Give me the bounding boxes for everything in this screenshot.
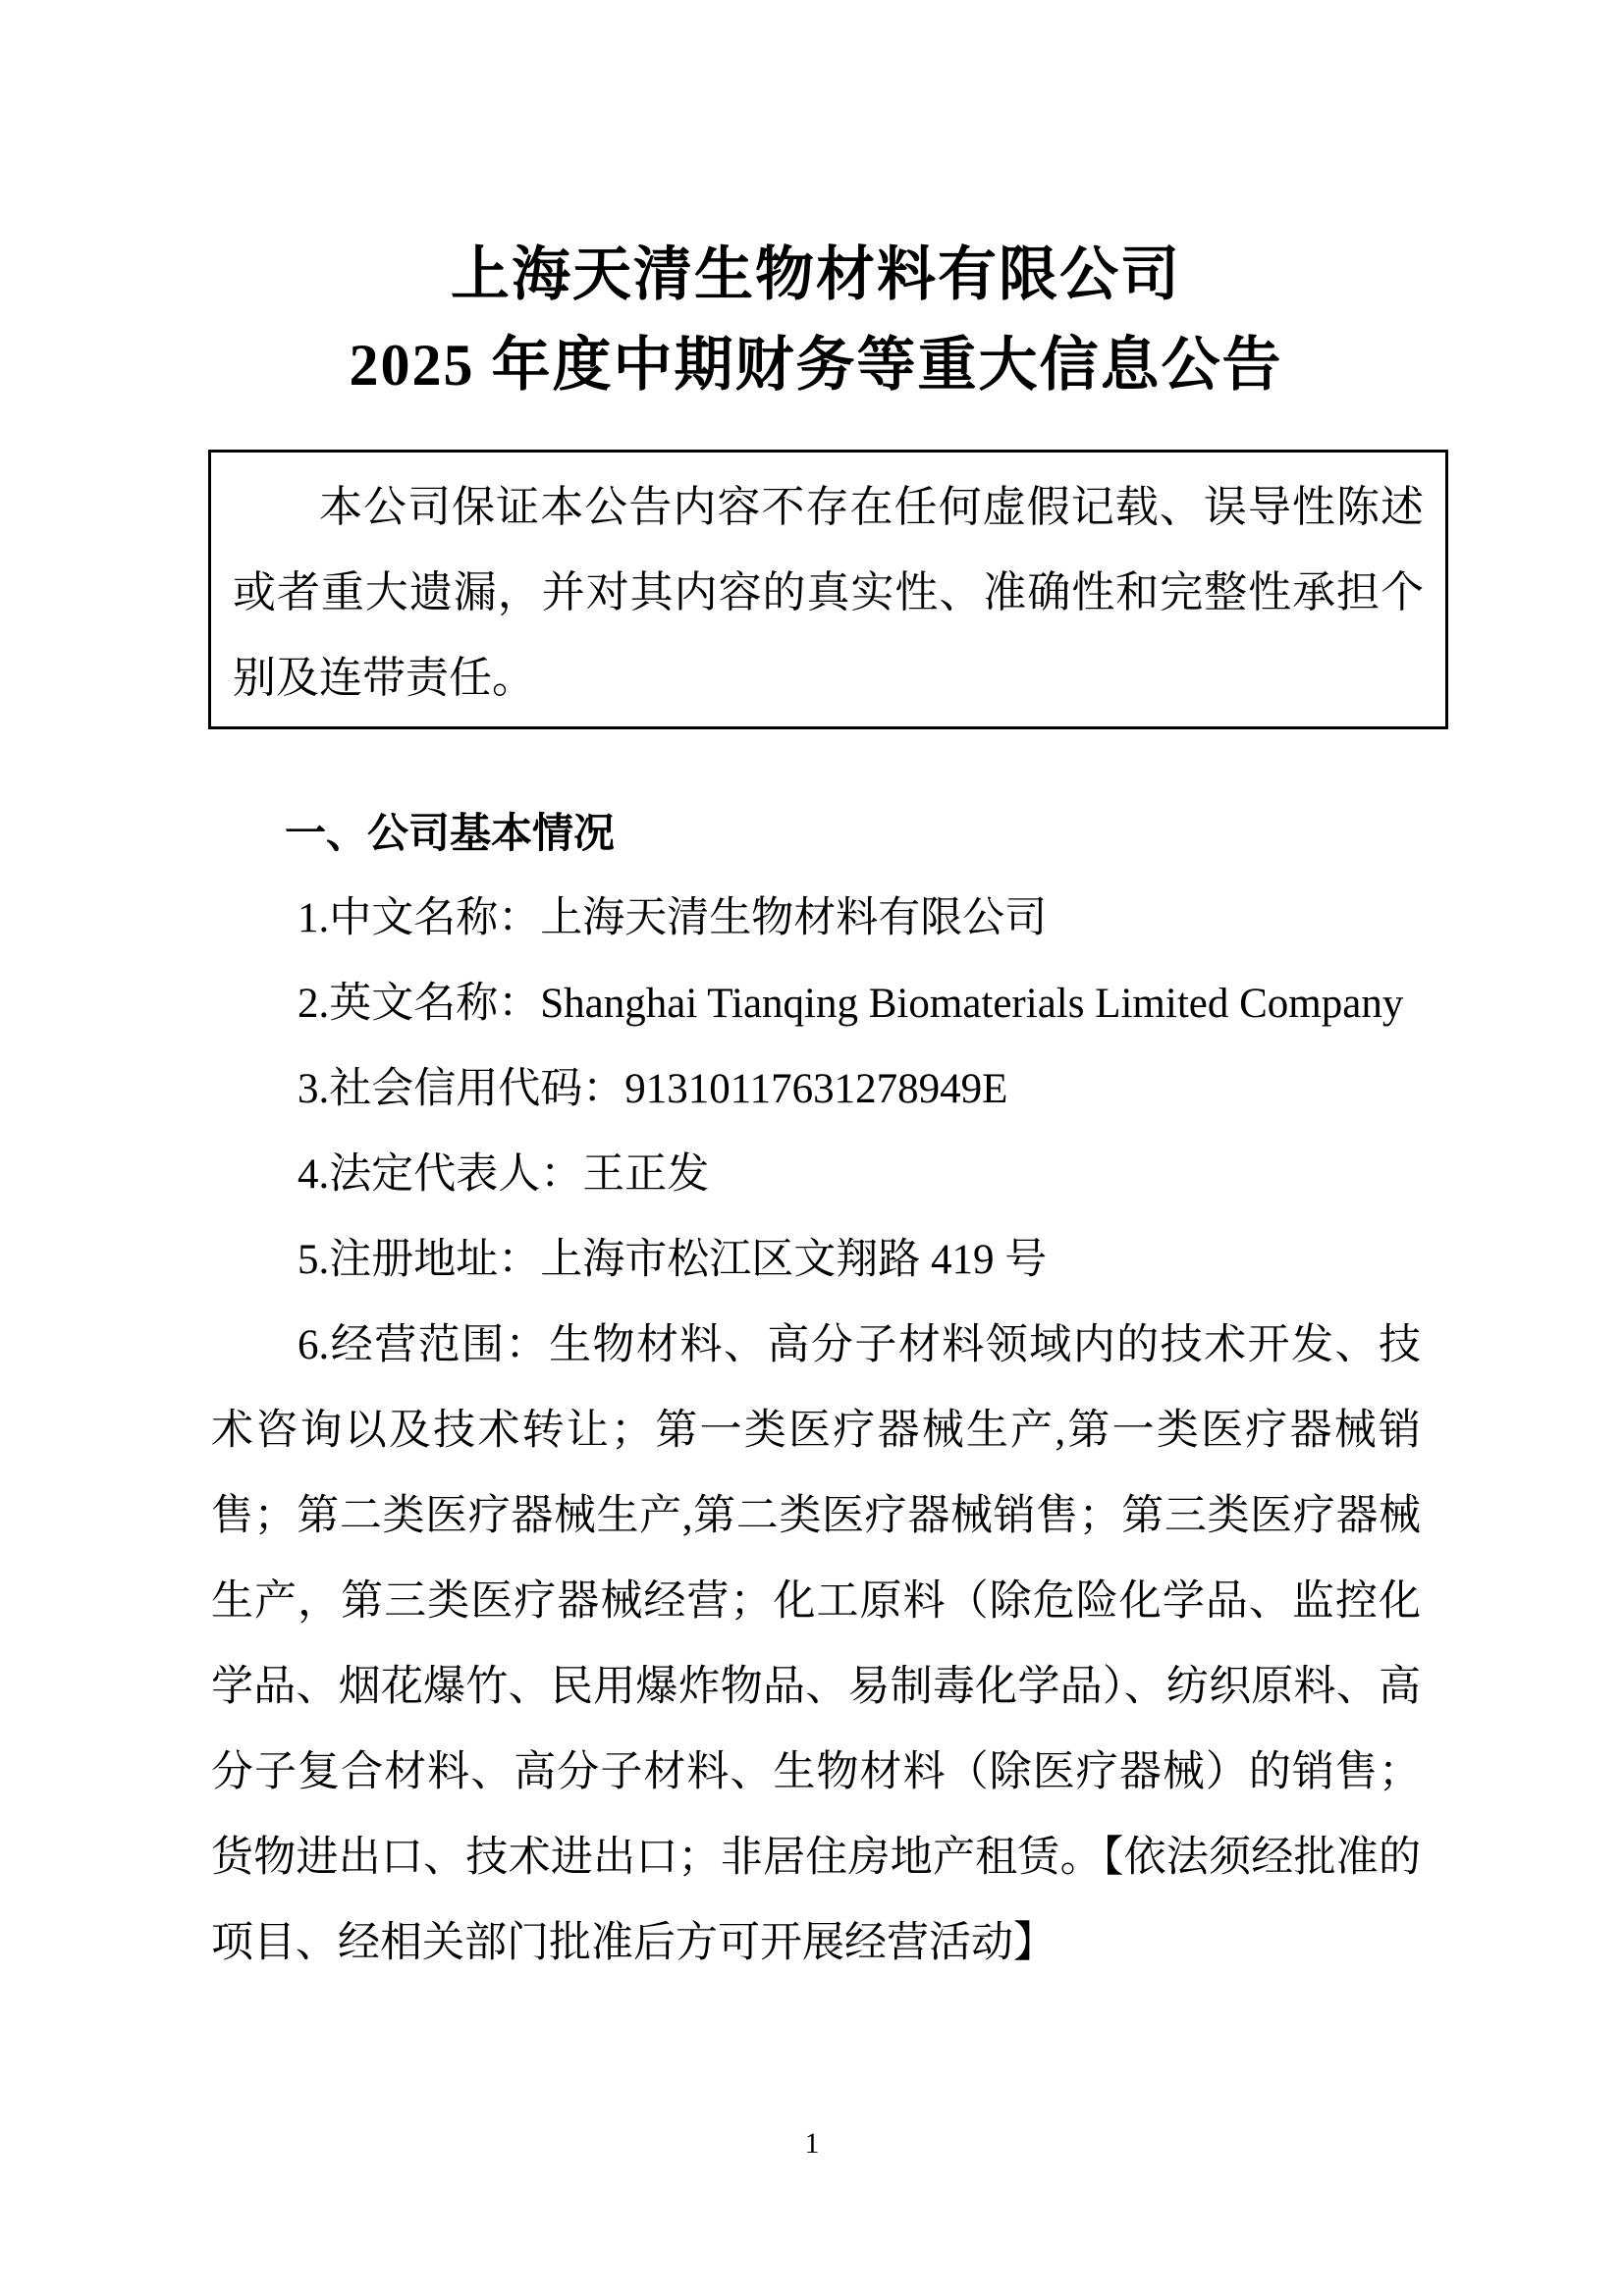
title-line-2: 2025 年度中期财务等重大信息公告 (349, 333, 1283, 398)
item-registered-address: 5.注册地址：上海市松江区文翔路 419 号 (298, 1237, 1048, 1283)
document-title (211, 230, 1421, 410)
section-heading: 一、公司基本情况 (285, 810, 616, 856)
disclaimer-box (208, 450, 1448, 729)
item-legal-representative: 4.法定代表人：王正发 (298, 1151, 710, 1198)
item-credit-code: 3.社会信用代码：91310117631278949E (298, 1066, 1008, 1112)
item-english-name: 2.英文名称：Shanghai Tianqing Biomaterials Limited Company (298, 981, 1404, 1027)
title-line-1: 上海天清生物材料有限公司 (451, 242, 1181, 307)
page-number: 1 (804, 2127, 820, 2160)
item-chinese-name: 1.中文名称：上海天清生物材料有限公司 (298, 895, 1048, 941)
item-business-scope: 6.经营范围：生物材料、高分子材料领域内的技术开发、技术咨询以及技术转让；第一类医疗器械生产,第一类医疗器械销售；第二类医疗器械生产,第二类医疗器械销售；第三类医疗器械生产，第三类医疗器械经营；化工原料（除危险化学品、监控化学品、烟花爆竹、民用爆炸物品、易制毒化学品）、纺织原料、高分子复合材料、高分子材料、生物材料（除医疗器械）的销售；货物进出口、技术进出口；非居住房地产租赁。【依法须经批准的项目、经相关部门批准后方可开展经营活动】 (211, 1322, 1421, 1966)
disclaimer-text: 本公司保证本公告内容不存在任何虚假记载、误导性陈述或者重大遗漏，并对其内容的真实性、准确性和完整性承担个别及连带责任。 (233, 483, 1424, 702)
document-content (0, 230, 1624, 1986)
